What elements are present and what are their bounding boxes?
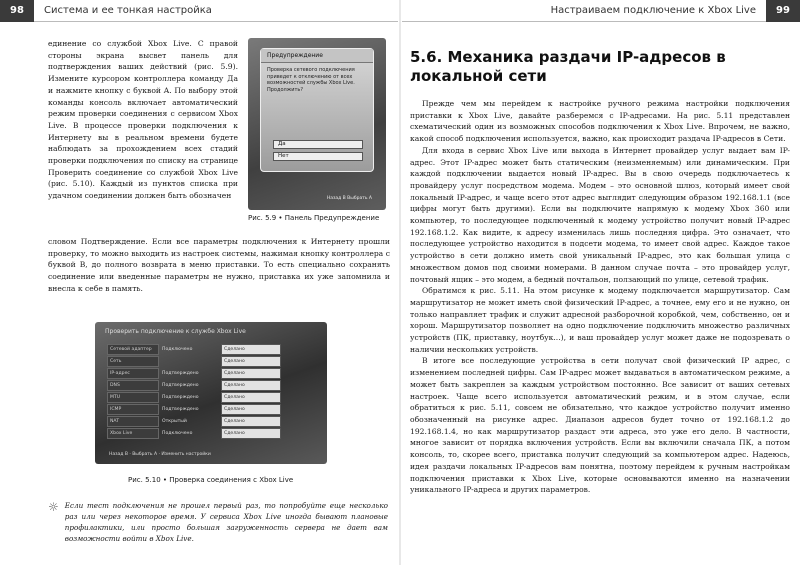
test-row: [107, 380, 291, 391]
figure-5-9-screenshot: [248, 38, 386, 210]
test-label: MTU: [107, 392, 159, 403]
yes-option[interactable]: Да: [273, 140, 363, 149]
test-status: Открытый: [162, 419, 187, 424]
right-column-text: [410, 98, 790, 496]
test-result: Сделано: [221, 356, 281, 367]
note-text: Если тест подключения не прошел первый раз, то попробуйте еще несколько раз или через некоторое время. У сервиса Xbox Live иногда бывают плановые профилактики, или просто большая загруженность сервера не дает вам возможности войти в Xbox Live.: [64, 501, 388, 543]
figure-5-10-screenshot: [95, 322, 327, 464]
test-status: Подключено: [162, 347, 193, 352]
page-gutter: [399, 0, 401, 565]
test-result: Сделано: [221, 416, 281, 427]
no-option[interactable]: Нет: [273, 152, 363, 161]
right-running-title: Настраиваем подключение к Xbox Live: [550, 5, 756, 16]
right-paragraph-2: Для входа в сервис Xbox Live или выхода в Интернет провайдер услуг выдает вам IP-адрес. Этот IP-адрес может быть статическим (неизменяемым) или динамическим. При каждой подключении выдается новый IP-адрес. Вы в свою очередь подключаетесь к провайдеру услуг посредством модема. Модем – это основной шлюз, который имеет свой локальный IP-адрес, и чаще всего этот адрес выглядит следующим образом 192.168.1.1 (все цифры могут быть другими). Если вы подключите напрямую к модему Xbox 360 или компьютер, то последующее подключенный к модему устройство получит новый IP-адрес 192.168.1.2. Как видите, к адресу изменилась лишь последняя цифра. Это означает, что последующее устройство находится в подсети модема, то имеет свой адрес. Каждое такое устройство в сети должно иметь свой уникальный IP-адрес, это как большая улица с множеством домов под своими номерами. В данном случае почта – это провайдер услуг, почтовый ящик – это модем, а бедный почтальон, ползающий по улице, сетевой трафик.: [410, 145, 790, 284]
test-status: Подтверждено: [162, 407, 199, 412]
left-page-number: 98: [0, 0, 34, 22]
right-paragraph-4: В итоге все последующие устройства в сети получат свой физический IP адрес, с изменением последней цифры. Сам IP-адрес может выдаваться в автоматическом режиме, а может быть закреплен за каждым устройством постоянно. Все зависит от ваших сетевых настроек. Чаще всего используется автоматический режим, и в этом случае, если обратиться к рис. 5.11, совсем не обязательно, что каждое устройство получит именно обозначенный на рисунке адрес. Диапазон адресов будет точно от 192.168.1.2 до 192.168.1.4, но как маршрутизатор раздаст эти адреса, это уже его дело. В частности, многое зависит от порядка включения устройств. Если вы включили сначала ПК, а потом консоль, то, скорее всего, приставка получит следующий за компьютером адрес. Надеюсь, идея раздачи локальных IP-адресов вам понятна, поэтому перейдем к ручным настройкам подключения приставки к Xbox Live, которые основываются именно на назначении уникального IP-адреса и других параметров.: [410, 356, 790, 495]
test-label: IP-адрес: [107, 368, 159, 379]
warning-dialog: [260, 48, 374, 172]
left-page-header: [0, 0, 398, 22]
connection-test-title: Проверить подключение к службе Xbox Live: [105, 328, 246, 335]
section-heading: 5.6. Механика раздачи IP-адресов в локальной сети: [410, 48, 726, 85]
left-running-title: Система и ее тонкая настройка: [44, 5, 212, 16]
test-result: Сделано: [221, 368, 281, 379]
test-status: [159, 356, 221, 367]
warning-dialog-title: Предупреждение: [261, 49, 373, 63]
test-status: Подключено: [162, 431, 193, 436]
test-row: [107, 404, 291, 415]
test-label: ICMP: [107, 404, 159, 415]
test-result: Сделано: [221, 380, 281, 391]
test-row: [107, 344, 291, 355]
test-row: [107, 416, 291, 427]
note-box: [48, 500, 388, 544]
left-wide-text: [48, 236, 390, 295]
warning-dialog-options: [273, 137, 363, 161]
left-column-text: [48, 38, 238, 202]
test-row: [107, 428, 291, 439]
test-label: Сетевой адаптер: [107, 344, 159, 355]
test-label: Сеть: [107, 356, 159, 367]
test-status: Подтверждено: [162, 371, 199, 376]
test-label: Xbox Live: [107, 428, 159, 439]
test-label: DNS: [107, 380, 159, 391]
test-result: Сделано: [221, 392, 281, 403]
test-result: Сделано: [221, 404, 281, 415]
figure-5-9-caption: Рис. 5.9 • Панель Предупреждение: [248, 214, 380, 222]
right-page-number: 99: [766, 0, 800, 22]
controller-hints: Назад B Выбрать A: [326, 196, 372, 201]
test-row: [107, 392, 291, 403]
left-paragraph-1: единение со службой Xbox Live. С правой стороны экрана высвет панель для подтверждения ваших действий (рис. 5.9). Измените курсором контроллера команду Да и нажмите кнопку с буквой A. По выбору этой команды консоль включает автоматический режим проверки соединения с сервисом Xbox Live. В процессе проверки подключения к Интернету вы в реальном времени будете наблюдать за прохождением всех стадий проверки подключения по списку на странице Проверить соединение со службой Xbox Live (рис. 5.10). Каждый из пунктов списка при удачном соединении должен быть обозначен: [48, 39, 238, 201]
test-result: Сделано: [221, 344, 281, 355]
warning-dialog-message: Проверка сетевого подключения приведет к отключению от всех возможностей службы Xbox Live. Продолжить?: [267, 67, 355, 93]
test-label: NAT: [107, 416, 159, 427]
controller-legend: Назад B · Выбрать A · Изменить настройки: [109, 452, 211, 457]
test-row: [107, 368, 291, 379]
test-row: [107, 356, 291, 367]
right-page-header: [402, 0, 800, 22]
right-paragraph-3: Обратимся к рис. 5.11. На этом рисунке к модему подключается маршрутизатор. Сам маршрутизатор не может иметь свой физический IP-адрес, а точнее, ему его и не нужно, он только направляет трафик и служит адресной разборочной коробкой, чем, собственно, он и хорош. Маршрутизатор позволяет на одно подключение подключить множество различных устройств (ПК, приставку, ноутбук...), и ваш провайдер услуг может даже не подозревать о наличии нескольких устройств.: [410, 286, 790, 354]
connection-test-list: [107, 344, 291, 440]
right-paragraph-1: Прежде чем мы перейдем к настройке ручного режима настройки подключения приставки к Xbox Live, давайте разберемся с IP-адресами. На рис. 5.11 представлен схематический один из возможных способов подключения к Xbox Live. Впрочем, не важно, какой способ подключения используется, важно, как происходит раздача IP-адресов в Сети.: [410, 99, 790, 144]
test-result: Сделано: [221, 428, 281, 439]
note-icon: ☼: [48, 500, 59, 514]
test-status: Подтверждено: [162, 395, 199, 400]
left-paragraph-2: словом Подтверждение. Если все параметры подключения к Интернету прошли проверку, то можно выходить из настроек системы, нажимая кнопку контроллера с буквой B, до полного возврата в меню приставки. То есть специально сохранять соединение или введенные параметры не нужно, приставка их уже запомнила и внесла к себе в память.: [48, 237, 390, 293]
test-status: Подтверждено: [162, 383, 199, 388]
figure-5-10-caption: Рис. 5.10 • Проверка соединения с Xbox Live: [128, 476, 294, 484]
